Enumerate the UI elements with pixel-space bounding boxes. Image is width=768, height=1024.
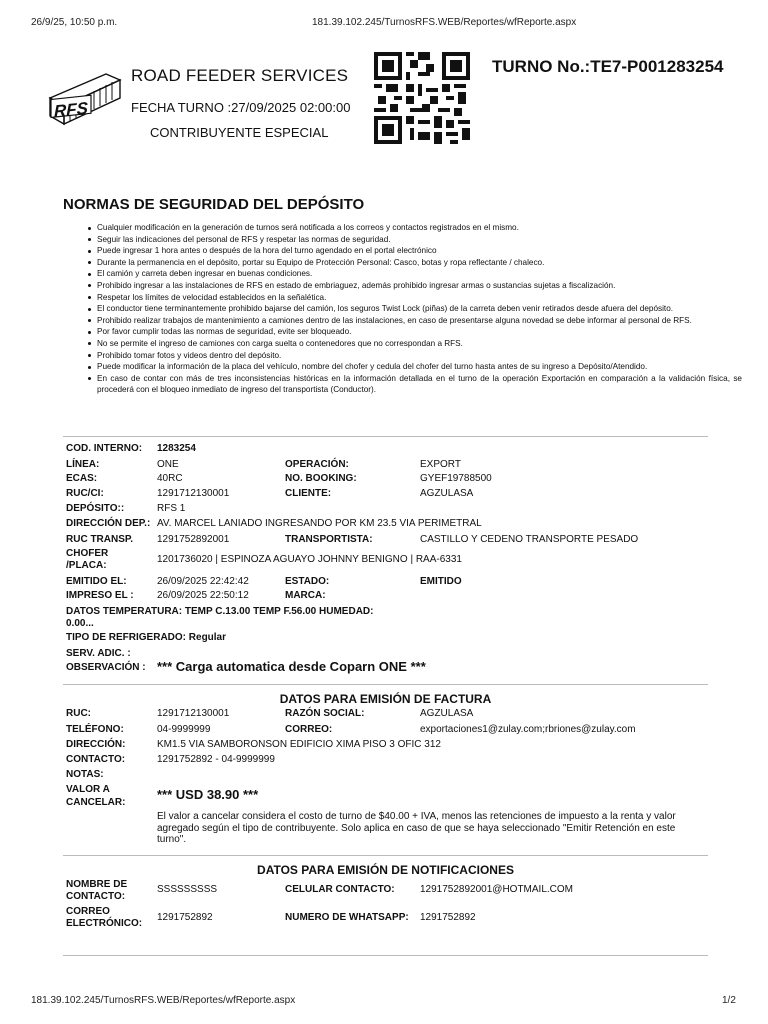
list-item: Puede modificar la información de la placa del vehículo, nombre del chofer y cedula del chofer del turno hasta antes de su ingreso a Depósito/Atendido. xyxy=(97,361,742,373)
operacion-label: OPERACIÓN: xyxy=(285,459,349,470)
logo-text: RFS xyxy=(54,98,88,122)
factura-ruc-value: 1291712130001 xyxy=(157,708,230,719)
telefono-value: 04-9999999 xyxy=(157,724,211,735)
nombre-contacto-value: SSSSSSSSS xyxy=(157,884,218,895)
valor-cancelar: *** USD 38.90 *** xyxy=(157,787,259,802)
divider xyxy=(63,855,708,856)
correo-electronico-label-line1: CORREO xyxy=(66,906,110,917)
direccion-label: DIRECCIÓN: xyxy=(66,739,126,750)
normas-list xyxy=(63,222,742,396)
normas-title: NORMAS DE SEGURIDAD DEL DEPÓSITO xyxy=(63,196,365,213)
qr-code xyxy=(374,52,470,144)
nota-valor: El valor a cancelar considera el costo de turno de $40.00 + IVA, menos las retenciones de impuesto a la renta y valor agregado según el tipo de contribuyente. Solo aplica en caso de que se haya seleccionado "Emitir Retención en este turno". xyxy=(157,811,676,845)
deposito-label: DEPÓSITO:: xyxy=(66,503,125,514)
operacion-value: EXPORT xyxy=(420,459,461,470)
notificaciones-title: DATOS PARA EMISIÓN DE NOTIFICACIONES xyxy=(257,863,514,877)
list-item: Cualquier modificación en la generación de turnos será notificada a los correos y contactos registrados en el mismo. xyxy=(97,222,742,234)
booking-value: GYEF19788500 xyxy=(420,473,492,484)
ecas-value: 40RC xyxy=(157,473,183,484)
factura-ruc-label: RUC: xyxy=(66,708,91,719)
nombre-contacto-label-line2: CONTACTO: xyxy=(66,891,126,902)
ruc-transp-value: 1291752892001 xyxy=(157,534,230,545)
divider xyxy=(63,684,708,685)
linea-label: LÍNEA: xyxy=(66,459,100,470)
celular-label: CELULAR CONTACTO: xyxy=(285,884,395,895)
telefono-label: TELÉFONO: xyxy=(66,724,124,735)
cliente-value: AGZULASA xyxy=(420,488,474,499)
valor-label-line1: VALOR A xyxy=(66,784,110,795)
marca-label: MARCA: xyxy=(285,590,326,601)
ecas-label: ECAS: xyxy=(66,473,98,484)
chofer-label-line1: CHOFER xyxy=(66,548,109,559)
cod-interno-label: COD. INTERNO: xyxy=(66,443,143,454)
observacion-value: *** Carga automatica desde Coparn ONE *** xyxy=(157,659,426,674)
company-name: ROAD FEEDER SERVICES xyxy=(131,66,349,85)
list-item: El camión y carreta deben ingresar en buenas condiciones. xyxy=(97,268,742,280)
correo-value: exportaciones1@zulay.com;rbriones@zulay.com xyxy=(420,724,636,735)
contacto-label: CONTACTO: xyxy=(66,754,126,765)
list-item: Prohibido realizar trabajos de mantenimiento a camiones dentro de las instalaciones, en caso de presentarse alguna novedad se debe informar al personal de RFS. xyxy=(97,315,742,327)
factura-title: DATOS PARA EMISIÓN DE FACTURA xyxy=(279,692,492,706)
list-item: Durante la permanencia en el depósito, portar su Equipo de Protección Personal: Casco, botas y ropa reflectante / chaleco. xyxy=(97,257,742,269)
whatsapp-label: NUMERO DE WHATSAPP: xyxy=(285,912,409,923)
ruc-transp-label: RUC TRANSP. xyxy=(66,534,134,545)
list-item: Seguir las indicaciones del personal de RFS y respetar las normas de seguridad. xyxy=(97,234,742,246)
list-item: Prohibido ingresar a las instalaciones de RFS en estado de embriaguez, además prohibido ingresar armas o sustancias sujetas a fiscalización. xyxy=(97,280,742,292)
list-item: Respetar los límites de velocidad establecidos en la señalética. xyxy=(97,292,742,304)
direccion-dep-label: DIRECCIÓN DEP.: xyxy=(66,518,151,529)
list-item: Prohibido tomar fotos y videos dentro del depósito. xyxy=(97,350,742,362)
valor-label-line2: CANCELAR: xyxy=(66,797,126,808)
correo-label: CORREO: xyxy=(285,724,333,735)
divider xyxy=(63,436,708,437)
transportista-label: TRANSPORTISTA: xyxy=(285,534,373,545)
booking-label: NO. BOOKING: xyxy=(285,473,357,484)
cod-interno-value: 1283254 xyxy=(157,443,196,454)
contacto-value: 1291752892 - 04-9999999 xyxy=(157,754,275,765)
razon-social-label: RAZÓN SOCIAL: xyxy=(285,708,365,719)
list-item: Por favor cumplir todas las normas de seguridad, evite ser bloqueado. xyxy=(97,326,742,338)
print-footer-url: 181.39.102.245/TurnosRFS.WEB/Reportes/wfReporte.aspx xyxy=(31,995,296,1006)
serv-adic-label: SERV. ADIC. : xyxy=(66,648,131,659)
divider xyxy=(63,955,708,956)
nombre-contacto-label-line1: NOMBRE DE xyxy=(66,879,128,890)
transportista-value: CASTILLO Y CEDENO TRANSPORTE PESADO xyxy=(420,534,639,545)
rfs-logo xyxy=(46,66,122,128)
contribuyente: CONTRIBUYENTE ESPECIAL xyxy=(150,125,329,140)
linea-value: ONE xyxy=(157,459,179,470)
ruc-ci-label: RUC/CI: xyxy=(66,488,104,499)
direccion-dep-value: AV. MARCEL LANIADO INGRESANDO POR KM 23.5 VIA PERIMETRAL xyxy=(157,518,482,529)
direccion-value: KM1.5 VIA SAMBORONSON EDIFICIO XIMA PISO 3 OFIC 312 xyxy=(157,739,441,750)
celular-value: 1291752892001@HOTMAIL.COM xyxy=(420,884,574,895)
fecha-turno: FECHA TURNO :27/09/2025 02:00:00 xyxy=(131,100,351,115)
estado-label: ESTADO: xyxy=(285,576,330,587)
cliente-label: CLIENTE: xyxy=(285,488,332,499)
estado-value: EMITIDO xyxy=(420,576,462,587)
notas-label: NOTAS: xyxy=(66,769,104,780)
razon-social-value: AGZULASA xyxy=(420,708,474,719)
turno-number: TURNO No.:TE7-P001283254 xyxy=(492,57,724,76)
list-item: En caso de contar con más de tres inconsistencias históricas en la información detallada en el turno de la operación Exportación en comparación a la validación física, se procederá con el bloqueo inmediato de ingreso del transportista (Conductor). xyxy=(97,373,742,395)
chofer-value: 1201736020 | ESPINOZA AGUAYO JOHNNY BENIGNO | RAA-6331 xyxy=(157,554,462,565)
correo-electronico-value: 1291752892 xyxy=(157,912,213,923)
impreso-label: IMPRESO EL : xyxy=(66,590,134,601)
temperatura-line1: DATOS TEMPERATURA: TEMP C.13.00 TEMP F.56.00 HUMEDAD: xyxy=(66,606,374,617)
impreso-value: 26/09/2025 22:50:12 xyxy=(157,590,249,601)
print-url: 181.39.102.245/TurnosRFS.WEB/Reportes/wfReporte.aspx xyxy=(312,17,577,28)
observacion-label: OBSERVACIÓN : xyxy=(66,662,146,673)
list-item: Puede ingresar 1 hora antes o después de la hora del turno agendado en el portal electrónico xyxy=(97,245,742,257)
ruc-ci-value: 1291712130001 xyxy=(157,488,230,499)
correo-electronico-label-line2: ELECTRÓNICO: xyxy=(66,918,143,929)
print-datetime: 26/9/25, 10:50 p.m. xyxy=(31,17,118,28)
deposito-value: RFS 1 xyxy=(157,503,186,514)
whatsapp-value: 1291752892 xyxy=(420,912,476,923)
emitido-label: EMITIDO EL: xyxy=(66,576,127,587)
temperatura-line2: 0.00... xyxy=(66,618,94,629)
chofer-label-line2: /PLACA: xyxy=(66,560,107,571)
list-item: No se permite el ingreso de camiones con carga suelta o contenedores que no correspondan a RFS. xyxy=(97,338,742,350)
list-item: El conductor tiene terminantemente prohibido bajarse del camión, los seguros Twist Lock (piñas) de la carreta deben venir retirados desde afuera del depósito. xyxy=(97,303,742,315)
emitido-value: 26/09/2025 22:42:42 xyxy=(157,576,249,587)
page-number: 1/2 xyxy=(722,995,736,1006)
tipo-refrigerado: TIPO DE REFRIGERADO: Regular xyxy=(66,632,227,643)
